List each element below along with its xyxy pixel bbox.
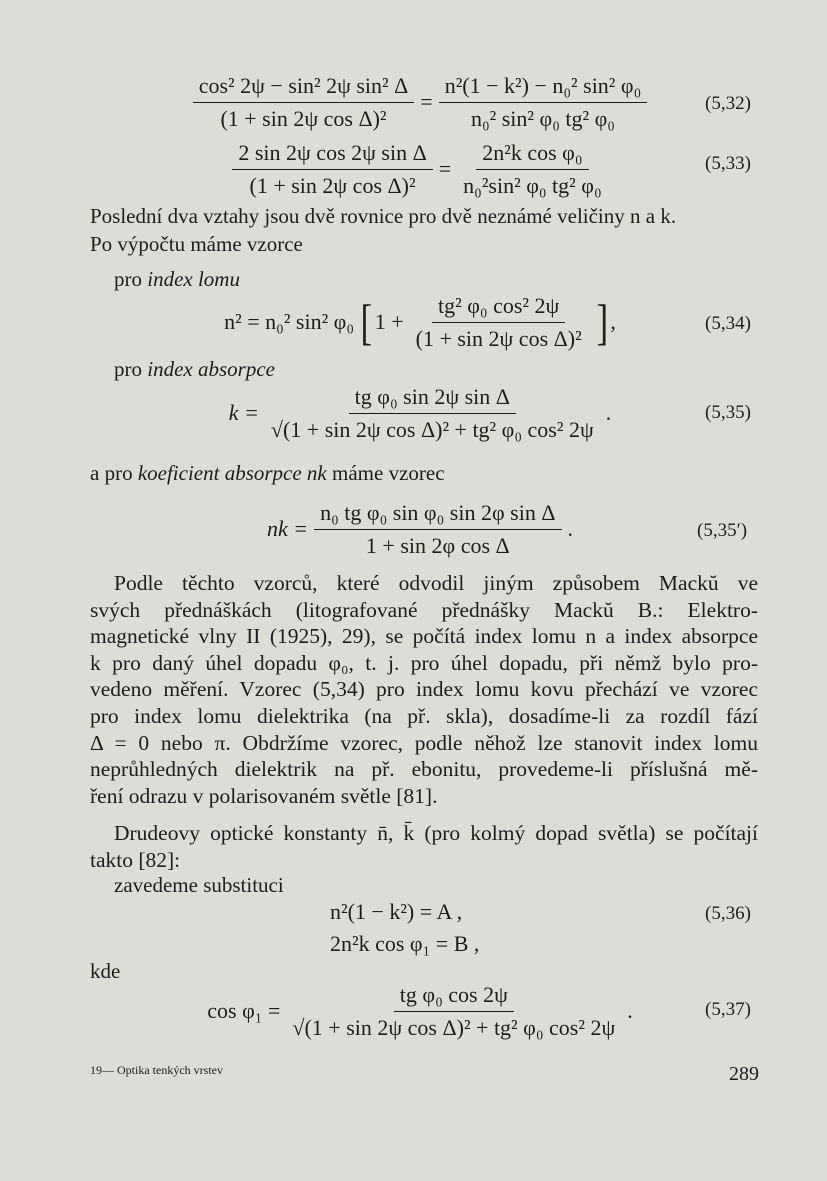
equation-5-34 [200,290,640,354]
label-index-absorpce: pro index absorpce [114,357,275,381]
equals-sign: = [438,156,452,181]
comma: , [610,309,616,334]
equation-number: (5,32) [705,93,751,114]
paragraph-line: takto [82]: [90,848,181,872]
equation-line: n²(1 − k²) = A , [330,899,463,924]
paragraph-drude [90,820,758,874]
numerator: tg φ₀ cos 2ψ [394,982,514,1012]
denominator: √(1 + sin 2ψ cos Δ)² + tg² φ₀ cos² 2ψ [292,1014,616,1040]
label-kde: kde [90,959,121,983]
numerator: n²(1 − k²) − n₀² sin² φ₀ [439,73,648,103]
equation-number: (5,33) [705,153,751,174]
equation-line: 2n²k cos φ₁ = B , [330,931,480,956]
equation-5-36 [330,896,530,960]
period: . [605,400,612,425]
paragraph-line: vedeno měření. Vzorec (5,34) pro index lomu kovu přechází ve vzorec [90,677,758,702]
right-bracket: ] [596,294,608,350]
denominator: 1 + sin 2φ cos Δ [365,532,510,558]
paragraph-line: Po výpočtu máme vzorce [90,232,303,256]
label-zavedeme: zavedeme substituci [114,873,284,897]
equation-number: (5,35′) [697,520,748,541]
fraction [314,500,561,559]
paragraph-line: pro index lomu dielektrika (na př. skla), dosadíme-li za rozdíl fází [90,703,758,728]
lhs: cos φ₁ = [207,998,281,1023]
paragraph-line: Poslední dva vztahy jsou dvě rovnice pro dvě neznámé veličiny n a k. [90,204,677,228]
period: . [627,998,633,1023]
numerator: 2n²k cos φ₀ [476,140,588,170]
fraction [193,73,415,132]
numerator: tg² φ₀ cos² 2ψ [432,293,565,323]
fraction [410,293,588,352]
signature-mark: 19— Optika tenkých vrstev [90,1063,223,1077]
equation-5-35 [200,382,640,444]
left-bracket: [ [360,294,373,350]
paragraph-line: ření odrazu v polarisovaném světle [81]. [90,783,438,808]
equation-number: (5,37) [705,999,751,1020]
lhs: nk = [266,516,309,541]
denominator: n₀²sin² φ₀ tg² φ₀ [463,172,602,198]
paragraph-line: k pro daný úhel dopadu φ₀, t. j. pro úhel dopadu, při němž bylo pro- [90,650,758,675]
numerator: n₀ tg φ₀ sin φ₀ sin 2φ sin Δ [314,500,561,530]
equation-5-35-prime [230,500,610,558]
equation-5-32 [160,72,680,132]
fraction [286,982,621,1041]
fraction [232,140,432,199]
lhs: k = [228,400,259,425]
equation-5-37 [180,980,660,1042]
fraction [265,384,600,443]
equation-5-33 [200,138,640,200]
equals-sign: = [420,89,433,114]
label-koeficient: a pro koeficient absorpce nk máme vzorec [90,461,445,485]
numerator: 2 sin 2ψ cos 2ψ sin Δ [232,140,432,170]
equation-number: (5,36) [705,903,751,924]
denominator: (1 + sin 2ψ cos Δ)² [415,325,582,351]
numerator: tg φ₀ sin 2ψ sin Δ [349,384,516,414]
paragraph-line: Drudeovy optické konstanty n̄, k̄ (pro kolmý dopad světla) se počítají [114,821,758,845]
paragraph-line: magnetické vlny II (1925), 29), se počítá index lomu n a index absorpce [90,624,758,649]
period: . [567,516,573,541]
paragraph-line: neprůhledných dielektrik na př. ebonitu, provedeme-li příslušná mě- [90,757,758,782]
paragraph-mackuv [90,570,758,809]
fraction [439,73,648,132]
label-index-lomu: pro index lomu [114,267,240,291]
paragraph-line: Podle těchto vzorců, které odvodil jiným způsobem Mackŭ ve [114,571,758,595]
denominator: (1 + sin 2ψ cos Δ)² [249,172,416,198]
numerator: cos² 2ψ − sin² 2ψ sin² Δ [193,73,415,103]
denominator: n₀² sin² φ₀ tg² φ₀ [470,105,615,131]
denominator: √(1 + sin 2ψ cos Δ)² + tg² φ₀ cos² 2ψ [270,416,594,442]
lhs: n² = n₀² sin² φ₀ [224,309,355,334]
fraction [457,140,607,199]
page-number: 289 [729,1063,759,1085]
equation-number: (5,35) [705,402,751,423]
inner: 1 + [374,309,404,334]
denominator: (1 + sin 2ψ cos Δ)² [220,105,387,131]
paragraph-line: Δ = 0 nebo π. Obdržíme vzorec, podle něhož lze stanovit index lomu [90,730,758,755]
equation-number: (5,34) [705,313,751,334]
paragraph-line: svých přednáškách (litografované přednášky Mackŭ B.: Elektro- [90,597,758,622]
